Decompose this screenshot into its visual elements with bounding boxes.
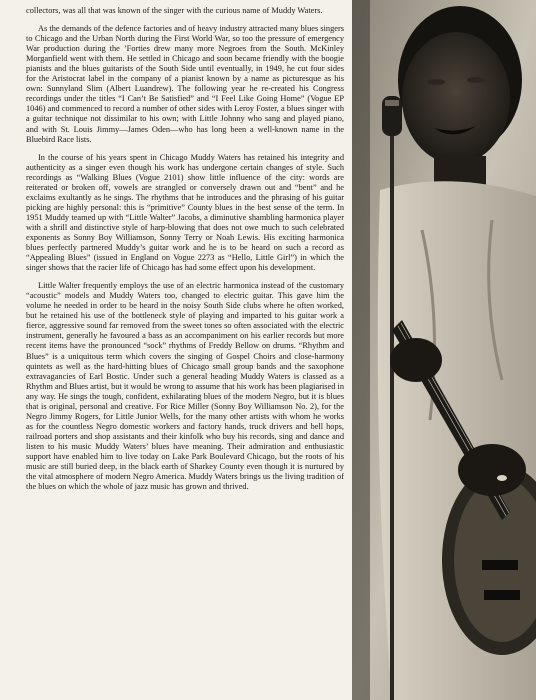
ring-highlight	[497, 475, 507, 481]
article-paragraph-4: Little Walter frequently employs the use of an electric harmonica instead of the customary “acoustic” models and Muddy Waters too, changed to electric guitar. This gave him the volume he needed in order to be heard in the noisy South Side clubs where he often worked, but he retained his use of the bottleneck style of playing and imparted to his guitar work a fierce, aggressive sound far removed from the sweet tones so often associated with the electric instrument, generally he favoured a bass as an accompaniment on his earlier records but more recent items have the pronounced “sock” rhythms of Freddy Bellow on drums. “Rhythm and Blues” is a uniquitous term which covers the singing of Gospel Choirs and close-harmony quintets as well as the hard-hitting blues of Chicago small group bands and the saxophone extravagancies of Earl Bostic. Under such a general heading Muddy Waters is classed as a Rhythm and Blues artist, but it would be wrong to assume that his work has been plagiarised in any way. He sings the tough, confident, exhilarating blues of the modern Negro, but it is blues that is original, personal and creative. For Rice Miller (Sonny Boy Williamson No. 2), for the Negro Jimmy Rogers, for Little Junior Wells, for the many other artists with whom he works as for the countless Negro domestic workers and factory hands, truck drivers and bell hops, railroad porters and shop assistants and their kinfolk who buy his records, sing and dance and listen to his music Muddy Waters’ blues have meaning. Their admiration and enthusiastic support have enabled him to live today on Lake Park Boulevard Chicago, but the roots of his music are still buried deep, in the black earth of Sharkey County even though it is nurtured by the vital atmosphere of modern Negro America. Muddy Waters brings us the living tradition of the blues on which the whole of jazz music has grown and thrived.	[26, 281, 344, 492]
microphone-grille	[385, 100, 399, 106]
singer-face	[402, 32, 510, 164]
microphone-stand	[390, 120, 394, 700]
article-paragraph-1: collectors, was all that was known of the singer with the curious name of Muddy Waters.	[26, 6, 323, 15]
photo-shadow-edge	[352, 0, 370, 700]
guitar-pickup-2	[484, 590, 520, 600]
singer-photograph	[352, 0, 536, 700]
fretting-hand	[390, 338, 442, 382]
picking-hand	[458, 444, 526, 496]
article-text-column	[26, 6, 344, 500]
photo-illustration	[352, 0, 536, 700]
guitar-pickup-1	[482, 560, 518, 570]
article-paragraph-2: As the demands of the defence factories and of heavy industry attracted many blues singers to Chicago and the Urban North during the First World War, so too the pressure of emergency War production during the ’Forties drew many more Negroes from the South. McKinley Morganfield went with them. He settled in Chicago and soon became friendly with the boogie pianists and the blues guitarists of the South Side until eventually, in 1949, he cut four sides for the Aristocrat label in the company of a pianist known by a name as picturesque as his own: Sunnyland Slim (Albert Luandrew). The following year he re-created his Congress recordings under the titles “I Can’t Be Satisfied” and “I Feel Like Going Home” (Vogue EP 1046) and commenced to record a number of other sides with Leroy Foster, a blues singer with a guitar technique not dissimilar to his own; with Little Johnny who sang and played piano, and with St. Louis Jimmy—James Oden—who has long been a well-known name in the Bluebird Race lists.	[26, 24, 344, 144]
eye-left	[427, 79, 445, 85]
eye-right	[467, 77, 485, 83]
article-paragraph-3: In the course of his years spent in Chicago Muddy Waters has retained his integrity and authenticity as a singer even though his work has undergone certain changes of style. Such recordings as “Walking Blues (Vogue 2101) show little influence of the city: words are reiterated or broken off, vowels are strangled or conversely drawn out and “bent” and he exclaims exultantly as he sings. The rhythms that he introduces and the phrasing of his guitar picking are highly personal: this is “primitive” County blues in the best sense of the term. In 1951 Muddy teamed up with “Little Walter” Jacobs, a diminutive shambling harmonica player with a shrill and distinctive style of harp-blowing that does not owe much to such celebrated exponents as Sonny Boy Williamson, Sonny Terry or Noah Lewis. His exciting harmonica blues perfectly partnered Muddy’s guitar work and he is to be heard on such a record as “Appealing Blues” (issued in England on Vogue 2273 as “Hello, Little Girl”) in which the singer shows that the racier life of Chicago has had some effect upon his development.	[26, 152, 344, 273]
